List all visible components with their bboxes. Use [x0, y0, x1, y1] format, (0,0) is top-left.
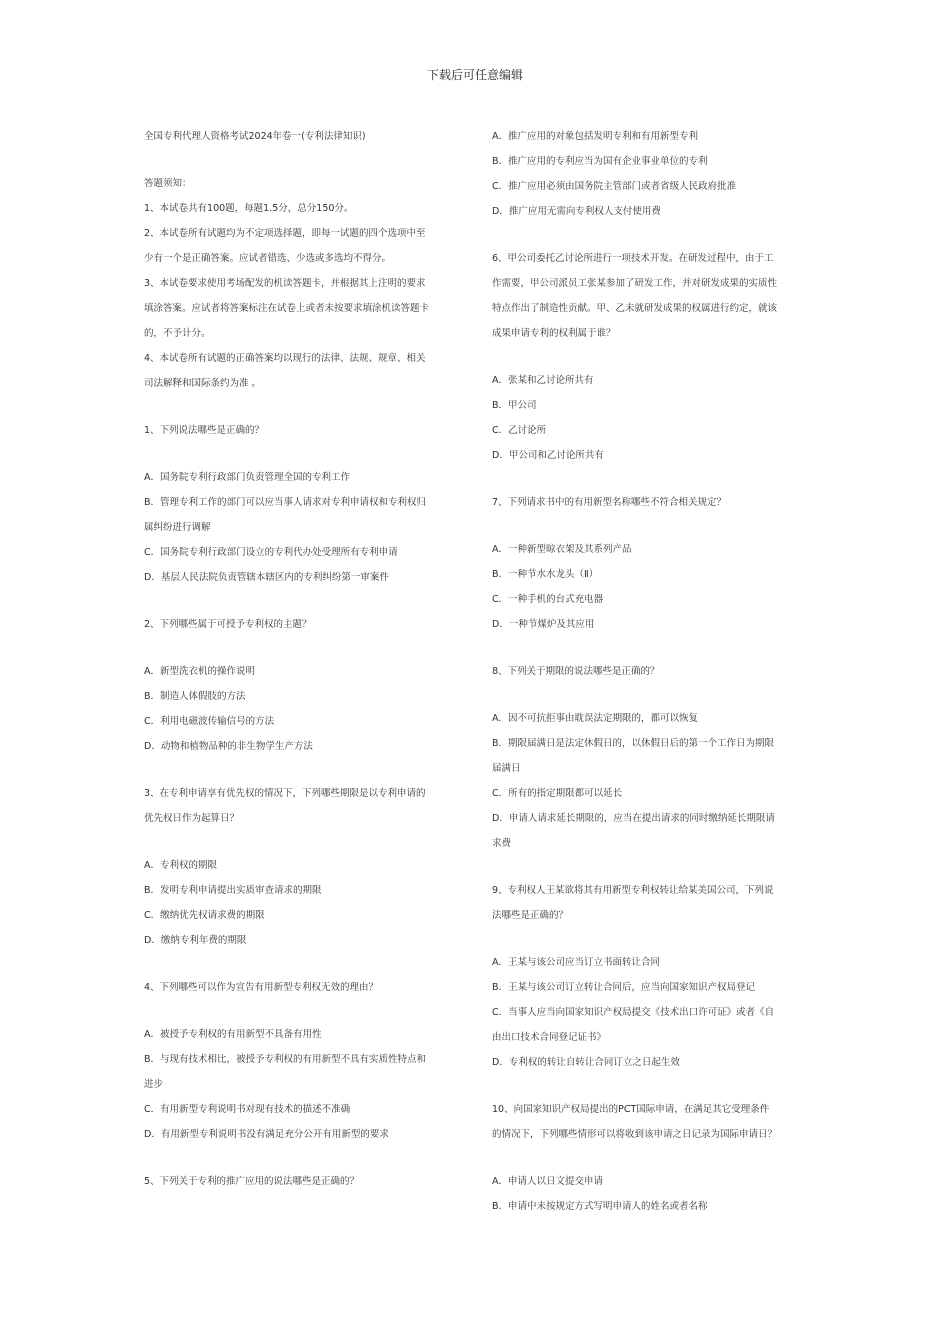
text-line: 的情况下，下列哪些情形可以将收到该申请之日记录为国际申请日？: [492, 1129, 778, 1140]
text-line: 进步: [144, 1079, 164, 1090]
text-line: C．一种手机的台式充电器: [492, 594, 604, 605]
text-line: 少有一个是正确答案。应试者错选、少选或多选均不得分。: [144, 253, 392, 264]
text-line: 全国专利代理人资格考试2024年卷一(专利法律知识): [144, 131, 366, 142]
text-line: 1、下列说法哪些是正确的？: [144, 425, 265, 436]
text-line: C．国务院专利行政部门设立的专利代办处受理所有专利申请: [144, 547, 398, 558]
text-line: 6、甲公司委托乙讨论所进行一项技术开发。在研发过程中，由于工: [492, 253, 774, 264]
blank-line: [492, 928, 812, 950]
blank-line: [144, 759, 464, 781]
text-line: 5、下列关于专利的推广应用的说法哪些是正确的？: [144, 1176, 360, 1187]
text-line: B．王某与该公司订立转让合同后，应当向国家知识产权局登记: [492, 982, 756, 993]
blank-line: [492, 1147, 812, 1169]
text-line: B．期限届满日是法定休假日的，以休假日后的第一个工作日为期限: [492, 738, 775, 749]
text-line: 届满日: [492, 763, 521, 774]
text-line: C．当事人应当向国家知识产权局提交《技术出口许可证》或者《自: [492, 1007, 775, 1018]
text-line: D．推广应用无需向专利权人支付使用费: [492, 206, 661, 217]
text-line: A．推广应用的对象包括发明专利和有用新型专利: [492, 131, 698, 142]
left-text-column: [144, 124, 464, 1194]
text-line: D．一种节煤炉及其应用: [492, 619, 595, 630]
text-line: A．张某和乙讨论所共有: [492, 375, 594, 386]
text-line: B．推广应用的专利应当为国有企业事业单位的专利: [492, 156, 708, 167]
text-line: 1、本试卷共有100题，每题1.5分，总分150分。: [144, 203, 354, 214]
text-line: 作需要，甲公司派员工张某参加了研发工作，并对研发成果的实质性: [492, 278, 778, 289]
blank-line: [492, 856, 812, 878]
text-line: C．所有的指定期限都可以延长: [492, 788, 623, 799]
text-line: 法哪些是正确的？: [492, 910, 569, 921]
blank-line: [144, 1147, 464, 1169]
text-line: A．国务院专利行政部门负责管理全国的专利工作: [144, 472, 350, 483]
text-line: D．甲公司和乙讨论所共有: [492, 450, 604, 461]
text-line: C．推广应用必须由国务院主管部门或者省级人民政府批准: [492, 181, 737, 192]
text-line: 2、下列哪些属于可授予专利权的主题？: [144, 619, 312, 630]
text-line: 9、专利权人王某欲将其有用新型专利权转让给某美国公司，下列说: [492, 885, 774, 896]
blank-line: [492, 515, 812, 537]
text-line: 答题须知：: [144, 178, 192, 189]
text-line: C．利用电磁波传输信号的方法: [144, 716, 275, 727]
text-line: D．动物和植物品种的非生物学生产方法: [144, 741, 313, 752]
blank-line: [144, 953, 464, 975]
text-line: B．制造人体假肢的方法: [144, 691, 246, 702]
text-line: 由出口技术合同登记证书》: [492, 1032, 607, 1043]
blank-line: [144, 590, 464, 612]
text-line: 4、本试卷所有试题的正确答案均以现行的法律、法规、规章、相关: [144, 353, 426, 364]
text-line: D．基层人民法院负责管辖本辖区内的专利纠纷第一审案件: [144, 572, 389, 583]
blank-line: [144, 831, 464, 853]
text-line: 属纠纷进行调解: [144, 522, 211, 533]
text-line: B．发明专利申请提出实质审查请求的期限: [144, 885, 322, 896]
text-line: A．专利权的期限: [144, 860, 217, 871]
text-line: 8、下列关于期限的说法哪些是正确的？: [492, 666, 660, 677]
text-line: C．缴纳优先权请求费的期限: [144, 910, 265, 921]
blank-line: [144, 443, 464, 465]
text-line: B．与现有技术相比，被授予专利权的有用新型不具有实质性特点和: [144, 1054, 427, 1065]
text-line: 求费: [492, 838, 512, 849]
blank-line: [144, 149, 464, 171]
text-line: 司法解释和国际条约为准 。: [144, 378, 262, 389]
text-line: D．缴纳专利年费的期限: [144, 935, 247, 946]
text-line: B．甲公司: [492, 400, 537, 411]
text-line: 7、下列请求书中的有用新型名称哪些不符合相关规定？: [492, 497, 727, 508]
text-line: B．申请中未按规定方式写明申请人的姓名或者名称: [492, 1201, 708, 1212]
text-line: 3、在专利申请享有优先权的情况下，下列哪些期限是以专利申请的: [144, 788, 426, 799]
text-line: A．申请人以日文提交申请: [492, 1176, 603, 1187]
text-line: 3、本试卷要求使用考场配发的机读答题卡，并根据其上注明的要求: [144, 278, 426, 289]
text-line: D．申请人请求延长期限的，应当在提出请求的同时缴纳延长期限请: [492, 813, 775, 824]
text-line: C．乙讨论所: [492, 425, 547, 436]
text-line: A．新型洗衣机的操作说明: [144, 666, 255, 677]
blank-line: [144, 1000, 464, 1022]
text-line: 优先权日作为起算日？: [144, 813, 240, 824]
text-line: B．管理专利工作的部门可以应当事人请求对专利申请权和专利权归: [144, 497, 427, 508]
text-line: A．因不可抗拒事由耽误法定期限的，都可以恢复: [492, 713, 698, 724]
text-line: A．一种新型晾衣架及其系列产品: [492, 544, 632, 555]
blank-line: [492, 224, 812, 246]
right-text-column: [492, 124, 812, 1219]
page-header: 下载后可任意编辑: [426, 68, 523, 82]
text-line: 4、下列哪些可以作为宣告有用新型专利权无效的理由？: [144, 982, 379, 993]
blank-line: [492, 1075, 812, 1097]
text-line: A．王某与该公司应当订立书面转让合同: [492, 957, 660, 968]
blank-line: [492, 468, 812, 490]
blank-line: [144, 637, 464, 659]
text-line: 2、本试卷所有试题均为不定项选择题，即每一试题的四个选项中至: [144, 228, 426, 239]
text-line: C．有用新型专利说明书对现有技术的描述不准确: [144, 1104, 351, 1115]
blank-line: [492, 346, 812, 368]
text-line: B．一种节水水龙头（Ⅱ）: [492, 569, 599, 580]
text-line: 填涂答案。应试者将答案标注在试卷上或者未按要求填涂机读答题卡: [144, 303, 430, 314]
text-line: D．有用新型专利说明书没有满足充分公开有用新型的要求: [144, 1129, 389, 1140]
text-line: 10、向国家知识产权局提出的PCT国际申请，在满足其它受理条件: [492, 1104, 770, 1115]
text-line: 特点作出了制造性贡献。甲、乙未就研发成果的权属进行约定，就该: [492, 303, 778, 314]
blank-line: [492, 637, 812, 659]
blank-line: [492, 684, 812, 706]
text-line: 成果申请专利的权利属于谁？: [492, 328, 616, 339]
blank-line: [144, 396, 464, 418]
text-line: 的，不予计分。: [144, 328, 211, 339]
text-line: A．被授予专利权的有用新型不具备有用性: [144, 1029, 322, 1040]
text-line: D．专利权的转让自转让合同订立之日起生效: [492, 1057, 680, 1068]
